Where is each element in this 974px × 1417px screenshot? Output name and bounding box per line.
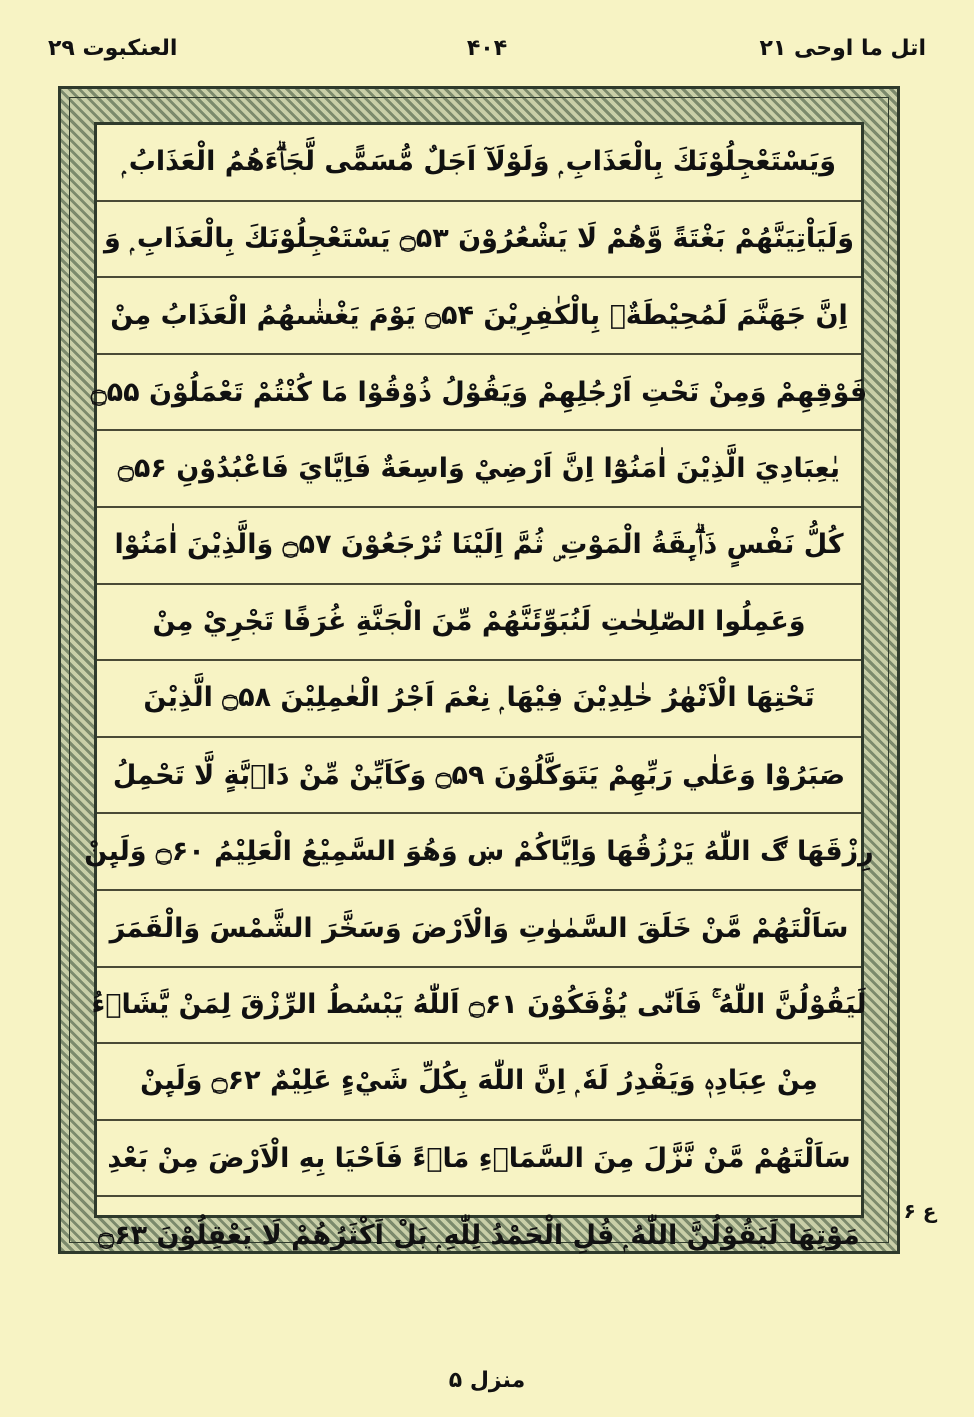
verse-line: فَوْقِهِمْ وَمِنْ تَحْتِ اَرْجُلِهِمْ وَيَقُوْلُ ذُوْقُوْا مَا كُنْتُمْ تَعْمَلُوْنَ ۝۵۵ [97, 355, 861, 432]
verse-line: صَبَرُوْا وَعَلٰي رَبِّهِمْ يَتَوَكَّلُوْنَ ۝۵۹ وَكَاَيِّنْ مِّنْ دَاۗبَّةٍ لَّا تَحْمِلُ [97, 738, 861, 815]
verse-line: تَحْتِهَا الْاَنْهٰرُ خٰلِدِيْنَ فِيْهَا ۭ نِعْمَ اَجْرُ الْعٰمِلِيْنَ ۝۵۸ الَّذِيْنَ [97, 661, 861, 738]
verse-line: رِزْقَهَا ڰ اللّٰهُ يَرْزُقُهَا وَاِيَّاكُمْ ښ وَهُوَ السَّمِيْعُ الْعَلِيْمُ ۝۶۰ وَلَىِٕنْ [97, 814, 861, 891]
verse-line: كُلُّ نَفْسٍ ذَاۗىِٕقَةُ الْمَوْتِ ۣ ثُمَّ اِلَيْنَا تُرْجَعُوْنَ ۝۵۷ وَالَّذِيْنَ اٰمَنُوْا [97, 508, 861, 585]
page-number: ۴۰۴ [466, 36, 508, 61]
manzil-footer: منزل ۵ [448, 1368, 526, 1393]
verse-line: اِنَّ جَهَنَّمَ لَمُحِيْطَةٌۢ بِالْكٰفِرِيْنَ ۝۵۴ يَوْمَ يَغْشٰىهُمُ الْعَذَابُ مِنْ [97, 278, 861, 355]
text-panel [84, 122, 874, 1251]
verse-line: لَيَقُوْلُنَّ اللّٰهُ ۚ فَاَنّٰى يُؤْفَكُوْنَ ۝۶۱ اَللّٰهُ يَبْسُطُ الرِّزْقَ لِمَنْ يَّشَاۗءُ [97, 968, 861, 1045]
verse-line: مَوْتِهَا لَيَقُوْلُنَّ اللّٰهُ ۭ قُلِ الْحَمْدُ لِلّٰهِ ۭ بَلْ اَكْثَرُهُمْ لَا يَعْقِلُوْنَ ۝۶۳ [98, 1219, 860, 1251]
ornamental-border [58, 86, 900, 1254]
verse-line: وَلَيَاْتِيَنَّهُمْ بَغْتَةً وَّهُمْ لَا يَشْعُرُوْنَ ۝۵۳ يَسْتَعْجِلُوْنَكَ بِالْعَذَابِ ۭ وَ [97, 202, 861, 279]
verse-line: سَاَلْتَهُمْ مَّنْ خَلَقَ السَّمٰوٰتِ وَالْاَرْضَ وَسَخَّرَ الشَّمْسَ وَالْقَمَرَ [97, 891, 861, 968]
para-name: اتل ما اوحی ۲۱ [759, 36, 926, 61]
verse-line: مِنْ عِبَادِهٖ وَيَقْدِرُ لَهٗ ۭ اِنَّ اللّٰهَ بِكُلِّ شَيْءٍ عَلِيْمٌ ۝۶۲ وَلَىِٕنْ [97, 1044, 861, 1121]
verse-line: سَاَلْتَهُمْ مَّنْ نَّزَّلَ مِنَ السَّمَاۗءِ مَاۗءً فَاَحْيَا بِهِ الْاَرْضَ مِنْ بَعْدِ [97, 1121, 861, 1198]
ruku-marker: ع ۶ [903, 1199, 937, 1223]
verse-line: وَيَسْتَعْجِلُوْنَكَ بِالْعَذَابِ ۭ وَلَوْلَآ اَجَلٌ مُّسَمًّى لَّجَاۗءَهُمُ الْعَذَابُ ۭ [97, 125, 861, 202]
page-header [48, 36, 926, 76]
surah-name: العنکبوت ۲۹ [48, 36, 178, 61]
verse-lines [84, 125, 874, 1251]
verse-line: وَعَمِلُوا الصّٰلِحٰتِ لَنُبَوِّئَنَّهُمْ مِّنَ الْجَنَّةِ غُرَفًا تَجْرِيْ مِنْ [97, 585, 861, 662]
verse-line: يٰعِبَادِيَ الَّذِيْنَ اٰمَنُوْٓا اِنَّ اَرْضِيْ وَاسِعَةٌ فَاِيَّايَ فَاعْبُدُوْنِ ۝۵۶ [97, 431, 861, 508]
